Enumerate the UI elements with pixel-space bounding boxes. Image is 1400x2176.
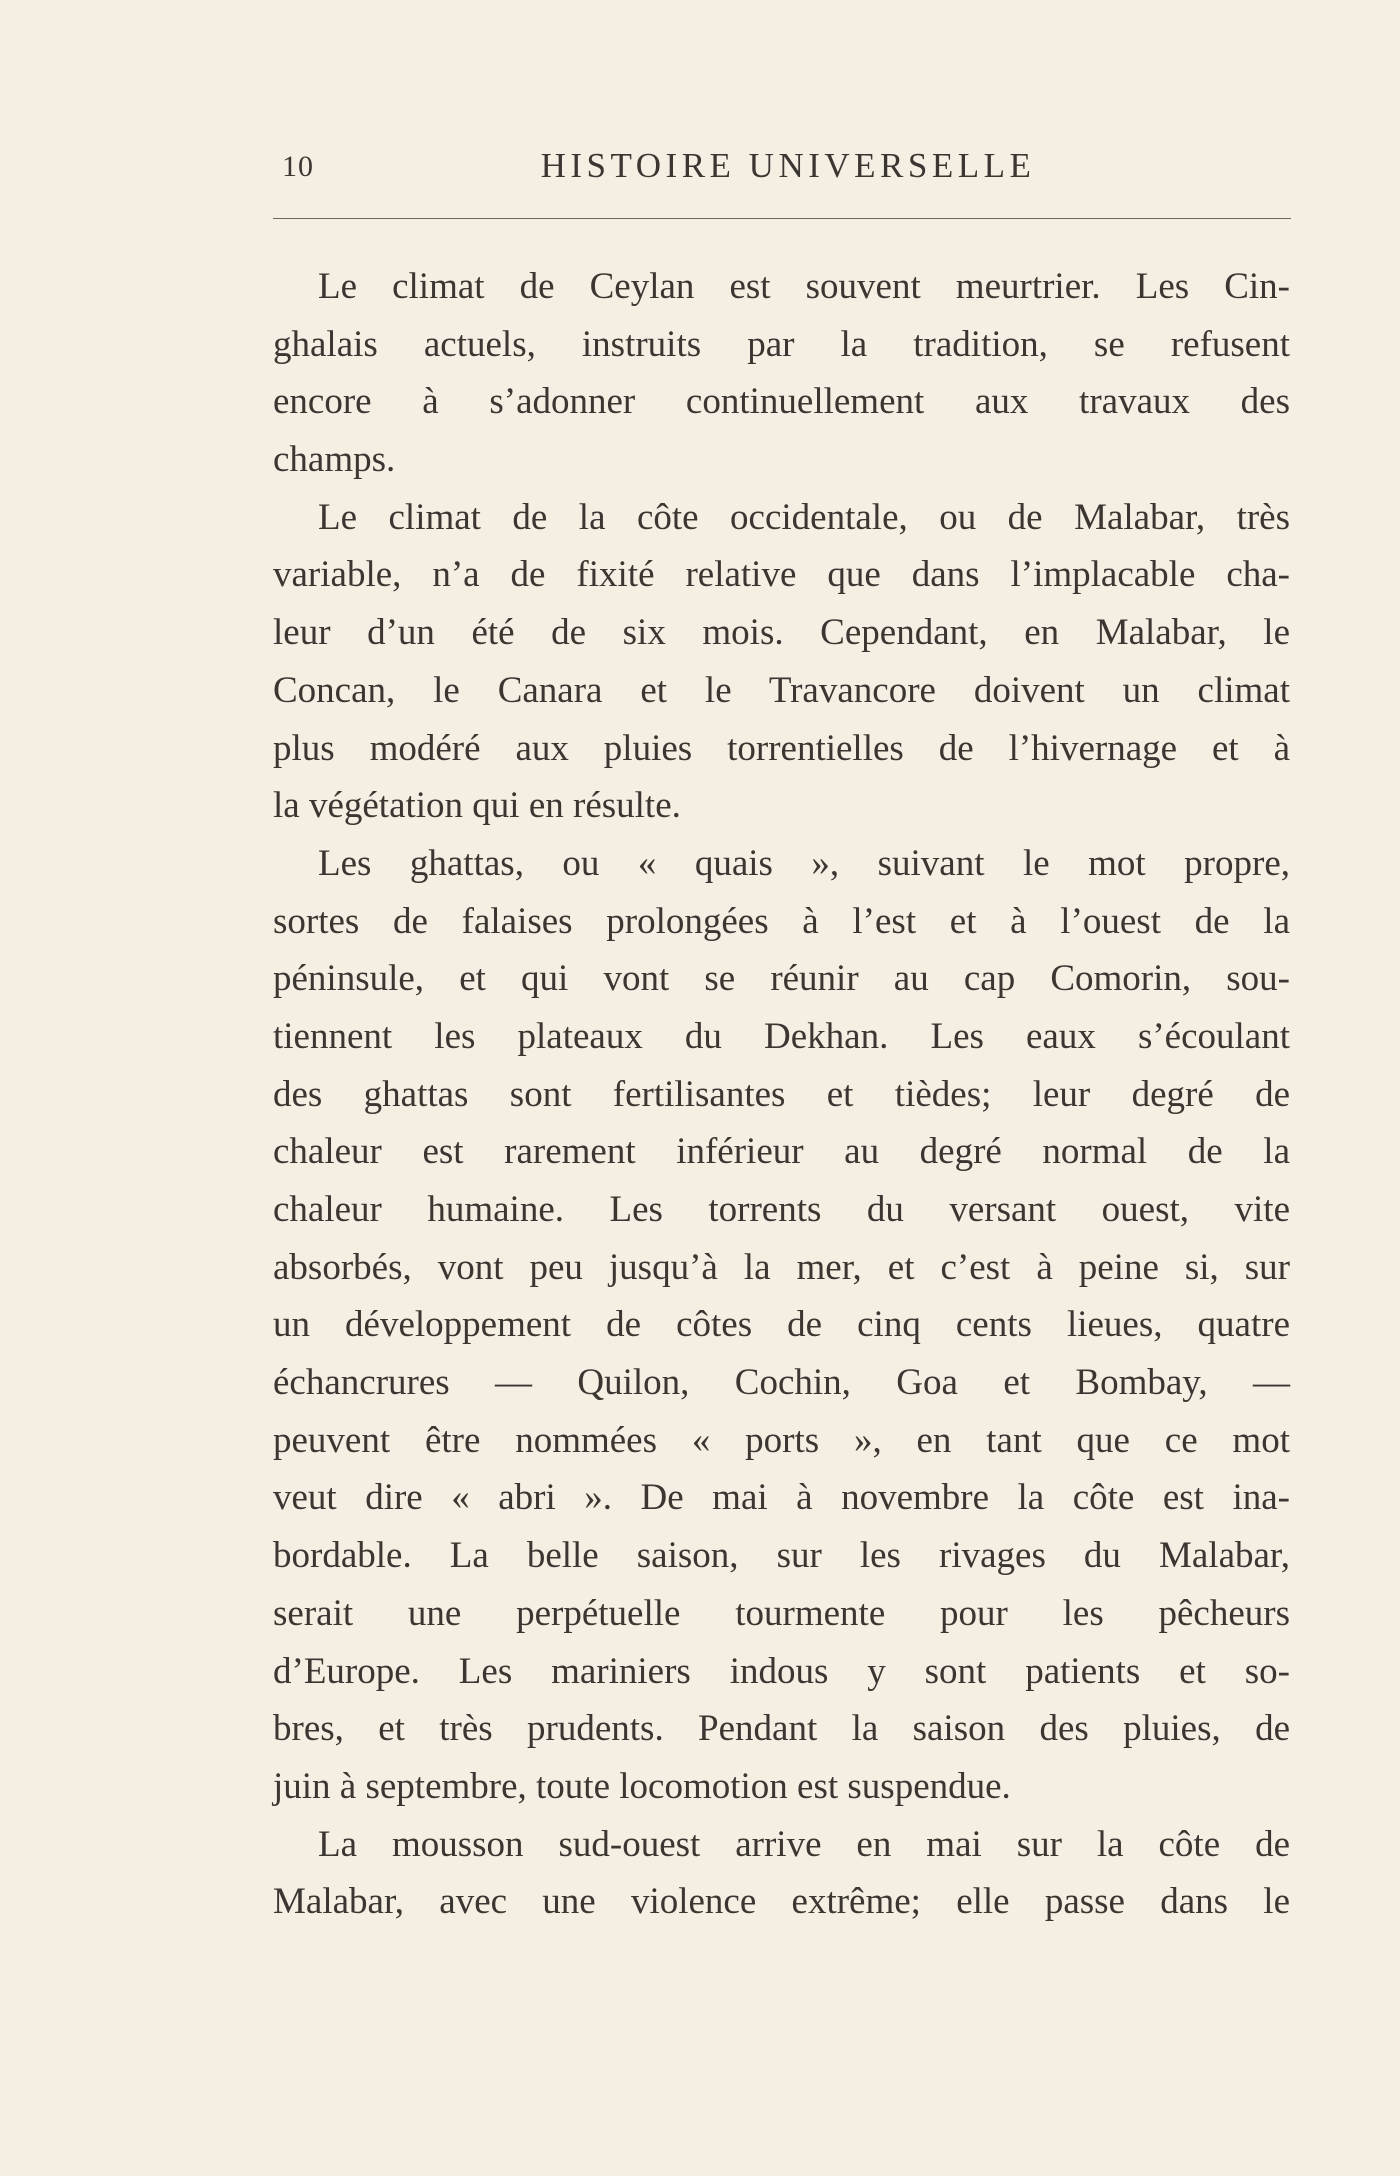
text-line: chaleur est rarement inférieur au degré normal de la (273, 1131, 1290, 1173)
text-line: sortes de falaises prolongées à l’est et à l’ouest de la (273, 900, 1290, 942)
running-title: HISTOIRE UNIVERSELLE (540, 146, 1036, 185)
text-line: Les ghattas, ou « quais », suivant le mot propre, (318, 842, 1290, 884)
text-line: leur d’un été de six mois. Cependant, en Malabar, le (273, 612, 1290, 654)
text-line: absorbés, vont peu jusqu’à la mer, et c’est à peine si, sur (273, 1246, 1290, 1288)
text-line: un développement de côtes de cinq cents lieues, quatre (273, 1304, 1290, 1346)
text-line: ghalais actuels, instruits par la tradition, se refusent (273, 323, 1290, 365)
text-line: chaleur humaine. Les torrents du versant ouest, vite (273, 1189, 1290, 1230)
text-line: tiennent les plateaux du Dekhan. Les eaux s’écoulant (273, 1015, 1290, 1057)
text-line: variable, n’a de fixité relative que dans l’implacable cha- (273, 554, 1290, 596)
paragraph (273, 489, 1290, 835)
paragraph (273, 835, 1290, 1816)
text-line: Le climat de la côte occidentale, ou de Malabar, très (318, 496, 1290, 538)
text-line: peuvent être nommées « ports », en tant que ce mot (273, 1419, 1290, 1461)
paragraph (273, 258, 1290, 489)
text-line: champs. (273, 439, 396, 481)
text-line: plus modéré aux pluies torrentielles de l’hivernage et à (273, 727, 1290, 769)
text-line: Concan, le Canara et le Travancore doivent un climat (273, 669, 1290, 711)
text-line: des ghattas sont fertilisantes et tièdes; leur degré de (273, 1073, 1290, 1115)
text-line: la végétation qui en résulte. (273, 785, 681, 827)
header-rule (273, 218, 1291, 219)
text-line: encore à s’adonner continuellement aux travaux des (273, 381, 1290, 423)
text-line: bordable. La belle saison, sur les rivages du Malabar, (273, 1535, 1290, 1577)
text-line: bres, et très prudents. Pendant la saison des pluies, de (273, 1708, 1290, 1750)
text-line: Malabar, avec une violence extrême; elle passe dans le (273, 1881, 1290, 1923)
text-line: d’Europe. Les mariniers indous y sont patients et so- (273, 1650, 1290, 1692)
text-line: Le climat de Ceylan est souvent meurtrier. Les Cin- (318, 266, 1290, 307)
text-line: péninsule, et qui vont se réunir au cap Comorin, sou- (273, 958, 1290, 1000)
text-line: serait une perpétuelle tourmente pour les pêcheurs (273, 1592, 1290, 1634)
text-line: La mousson sud-ouest arrive en mai sur la côte de (318, 1823, 1290, 1865)
text-line: veut dire « abri ». De mai à novembre la côte est ina- (273, 1477, 1290, 1519)
text-line: échancrures — Quilon, Cochin, Goa et Bombay, — (273, 1362, 1290, 1404)
paragraph (273, 1816, 1290, 1931)
page-number: 10 (282, 150, 314, 183)
body-text (273, 258, 1290, 1931)
text-line: juin à septembre, toute locomotion est suspendue. (273, 1765, 1011, 1807)
